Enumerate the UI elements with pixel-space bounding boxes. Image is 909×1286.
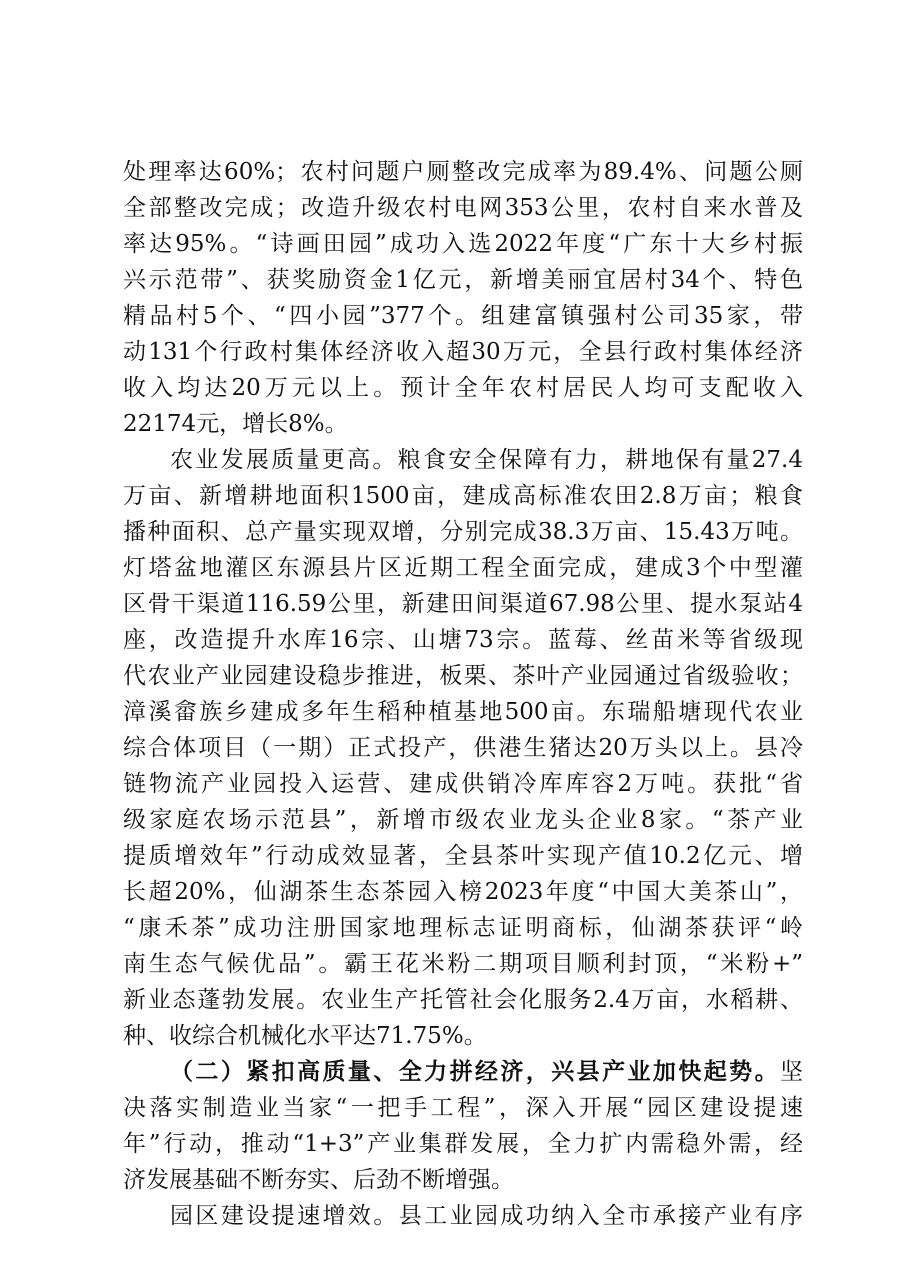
text-line: 新业态蓬勃发展。农业生产托管社会化服务2.4万亩，水稻耕、 (123, 987, 803, 1013)
text-line: 漳溪畲族乡建成多年生稻种植基地500亩。东瑞船塘现代农业 (123, 699, 803, 725)
text-line: 万亩、新增耕地面积1500亩，建成高标准农田2.8万亩；粮食 (123, 483, 803, 509)
text-line: 全部整改完成；改造升级农村电网353公里，农村自来水普及 (123, 195, 803, 221)
text-line: 区骨干渠道116.59公里，新建田间渠道67.98公里、提水泵站4 (123, 591, 803, 617)
text-line: 代农业产业园建设稳步推进，板栗、茶叶产业园通过省级验收； (123, 663, 803, 689)
text-line: 收入均达20万元以上。预计全年农村居民人均可支配收入 (123, 375, 803, 401)
text-line: 提质增效年”行动成效显著，全县茶叶实现产值10.2亿元、增 (123, 843, 803, 869)
text-line: 播种面积、总产量实现双增，分别完成38.3万亩、15.43万吨。 (123, 519, 803, 545)
text-line: 精品村5个、“四小园”377个。组建富镇强村公司35家，带 (123, 303, 803, 329)
text-line: 决落实制造业当家“一把手工程”，深入开展“园区建设提速 (123, 1095, 803, 1121)
text-line: 种、收综合机械化水平达71.75%。 (123, 1023, 487, 1049)
text-line: 22174元，增长8%。 (123, 411, 348, 437)
text-line: 综合体项目（一期）正式投产，供港生猪达20万头以上。县冷 (123, 735, 803, 761)
section-heading: （二）紧扣高质量、全力拼经济，兴县产业加快起势。 (170, 1058, 780, 1085)
text-line: 兴示范带”、获奖励资金1亿元，新增美丽宜居村34个、特色 (123, 267, 803, 293)
text-line: 率达95%。“诗画田园”成功入选2022年度“广东十大乡村振 (123, 231, 803, 257)
paragraph-heading-line: 园区建设提速增效。县工业园成功纳入全市承接产业有序 (170, 1203, 803, 1229)
text-line: 链物流产业园投入运营、建成供销冷库库容2万吨。获批“省 (123, 771, 803, 797)
text-line: 级家庭农场示范县”，新增市级农业龙头企业8家。“茶产业 (123, 807, 803, 833)
text-line: 年”行动，推动“1+3”产业集群发展，全力扩内需稳外需，经 (123, 1131, 803, 1157)
text-line: 南生态气候优品”。霸王花米粉二期项目顺利封顶，“米粉+” (123, 951, 803, 977)
text-line: “康禾茶”成功注册国家地理标志证明商标，仙湖茶获评“岭 (123, 915, 803, 941)
text-line: 济发展基础不断夯实、后劲不断增强。 (123, 1167, 514, 1193)
text-line: 灯塔盆地灌区东源县片区近期工程全面完成，建成3个中型灌 (123, 555, 803, 581)
section-heading-continuation: 坚 (780, 1059, 803, 1085)
text-line: 动131个行政村集体经济收入超30万元，全县行政村集体经济 (123, 339, 803, 365)
text-line: 座，改造提升水库16宗、山塘73宗。蓝莓、丝苗米等省级现 (123, 627, 803, 653)
text-line: 长超20%，仙湖茶生态茶园入榜2023年度“中国大美茶山”， (123, 879, 803, 905)
section-heading-line (170, 1054, 803, 1090)
paragraph-heading-line: 农业发展质量更高。粮食安全保障有力，耕地保有量27.4 (170, 447, 803, 473)
text-line: 处理率达60%；农村问题户厕整改完成率为89.4%、问题公厕 (123, 159, 803, 185)
